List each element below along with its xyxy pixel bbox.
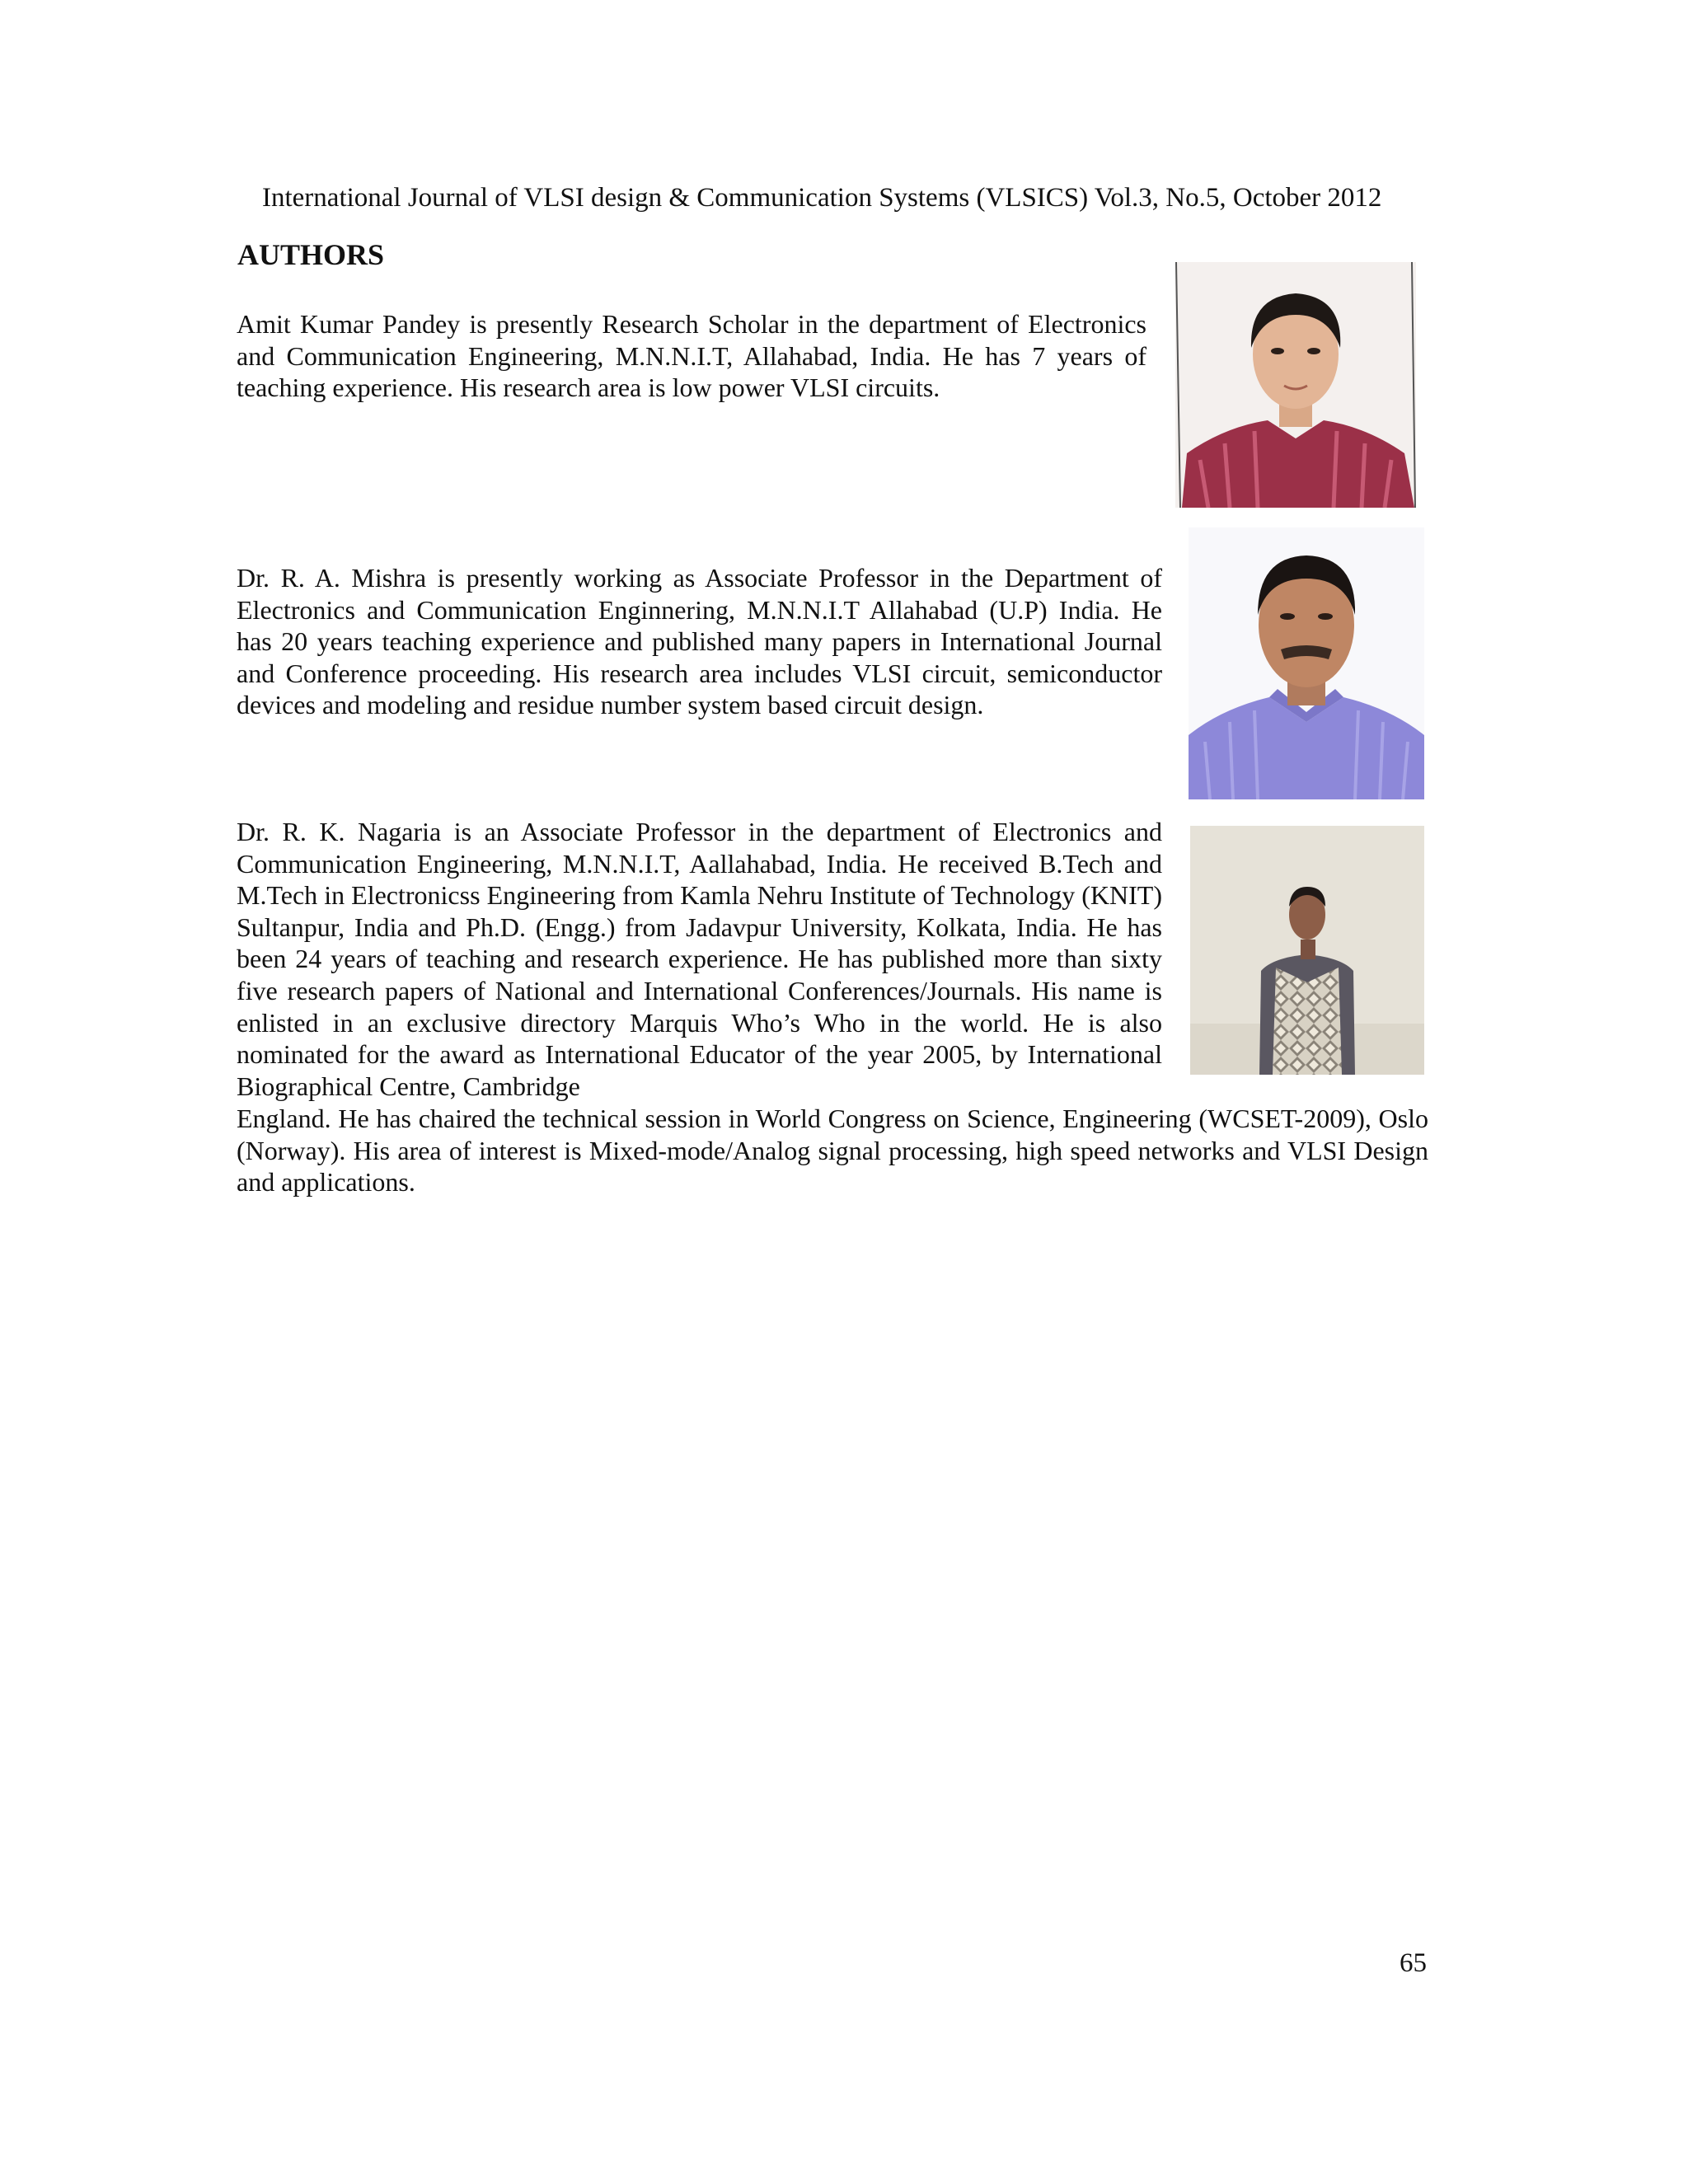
author-photo-pandey [1175,262,1416,508]
author-photo-nagaria [1190,826,1424,1075]
author-bio-mishra: Dr. R. A. Mishra is presently working as Associate Professor in the Department of Electronics and Communication Enginnering, M.N.N.I.T Allahabad (U.P) India. He has 20 years teaching experience and published many papers in International Journal and Conference proceeding. His research area includes VLSI circuit, semiconductor devices and modeling and residue number system based circuit design. [237,563,1162,720]
page-number: 65 [1400,1948,1427,1978]
running-header: International Journal of VLSI design & Communication Systems (VLSICS) Vol.3, No.5, October 2012 [262,183,1382,213]
author-bio-nagaria-continued: England. He has chaired the technical session in World Congress on Science, Engineering (WCSET-2009), Oslo (Norway). His area of interest is Mixed-mode/Analog signal processing, high speed networks and VLSI Design and applications. [237,1104,1428,1197]
section-heading: AUTHORS [237,238,385,271]
author-bio-nagaria: Dr. R. K. Nagaria is an Associate Professor in the department of Electronics and Communication Engineering, M.N.N.I.T, Aallahabad, India. He received B.Tech and M.Tech in Electronicss Engineering from Kamla Nehru Institute of Technology (KNIT) Sultanpur, India and Ph.D. (Engg.) from Jadavpur University, Kolkata, India. He has been 24 years of teaching and research experience. He has published more than sixty five research papers of National and International Conferences/Journals. His name is enlisted in an exclusive directory Marquis Who’s Who in the world. He is also nominated for the award as International Educator of the year 2005, by International Biographical Centre, Cambridge [237,817,1162,1101]
author-bio-pandey: Amit Kumar Pandey is presently Research Scholar in the department of Electronics and Communication Engineering, M.N.N.I.T, Allahabad, India. He has 7 years of teaching experience. His research area is low power VLSI circuits. [237,309,1146,403]
author-photo-mishra [1189,527,1424,799]
